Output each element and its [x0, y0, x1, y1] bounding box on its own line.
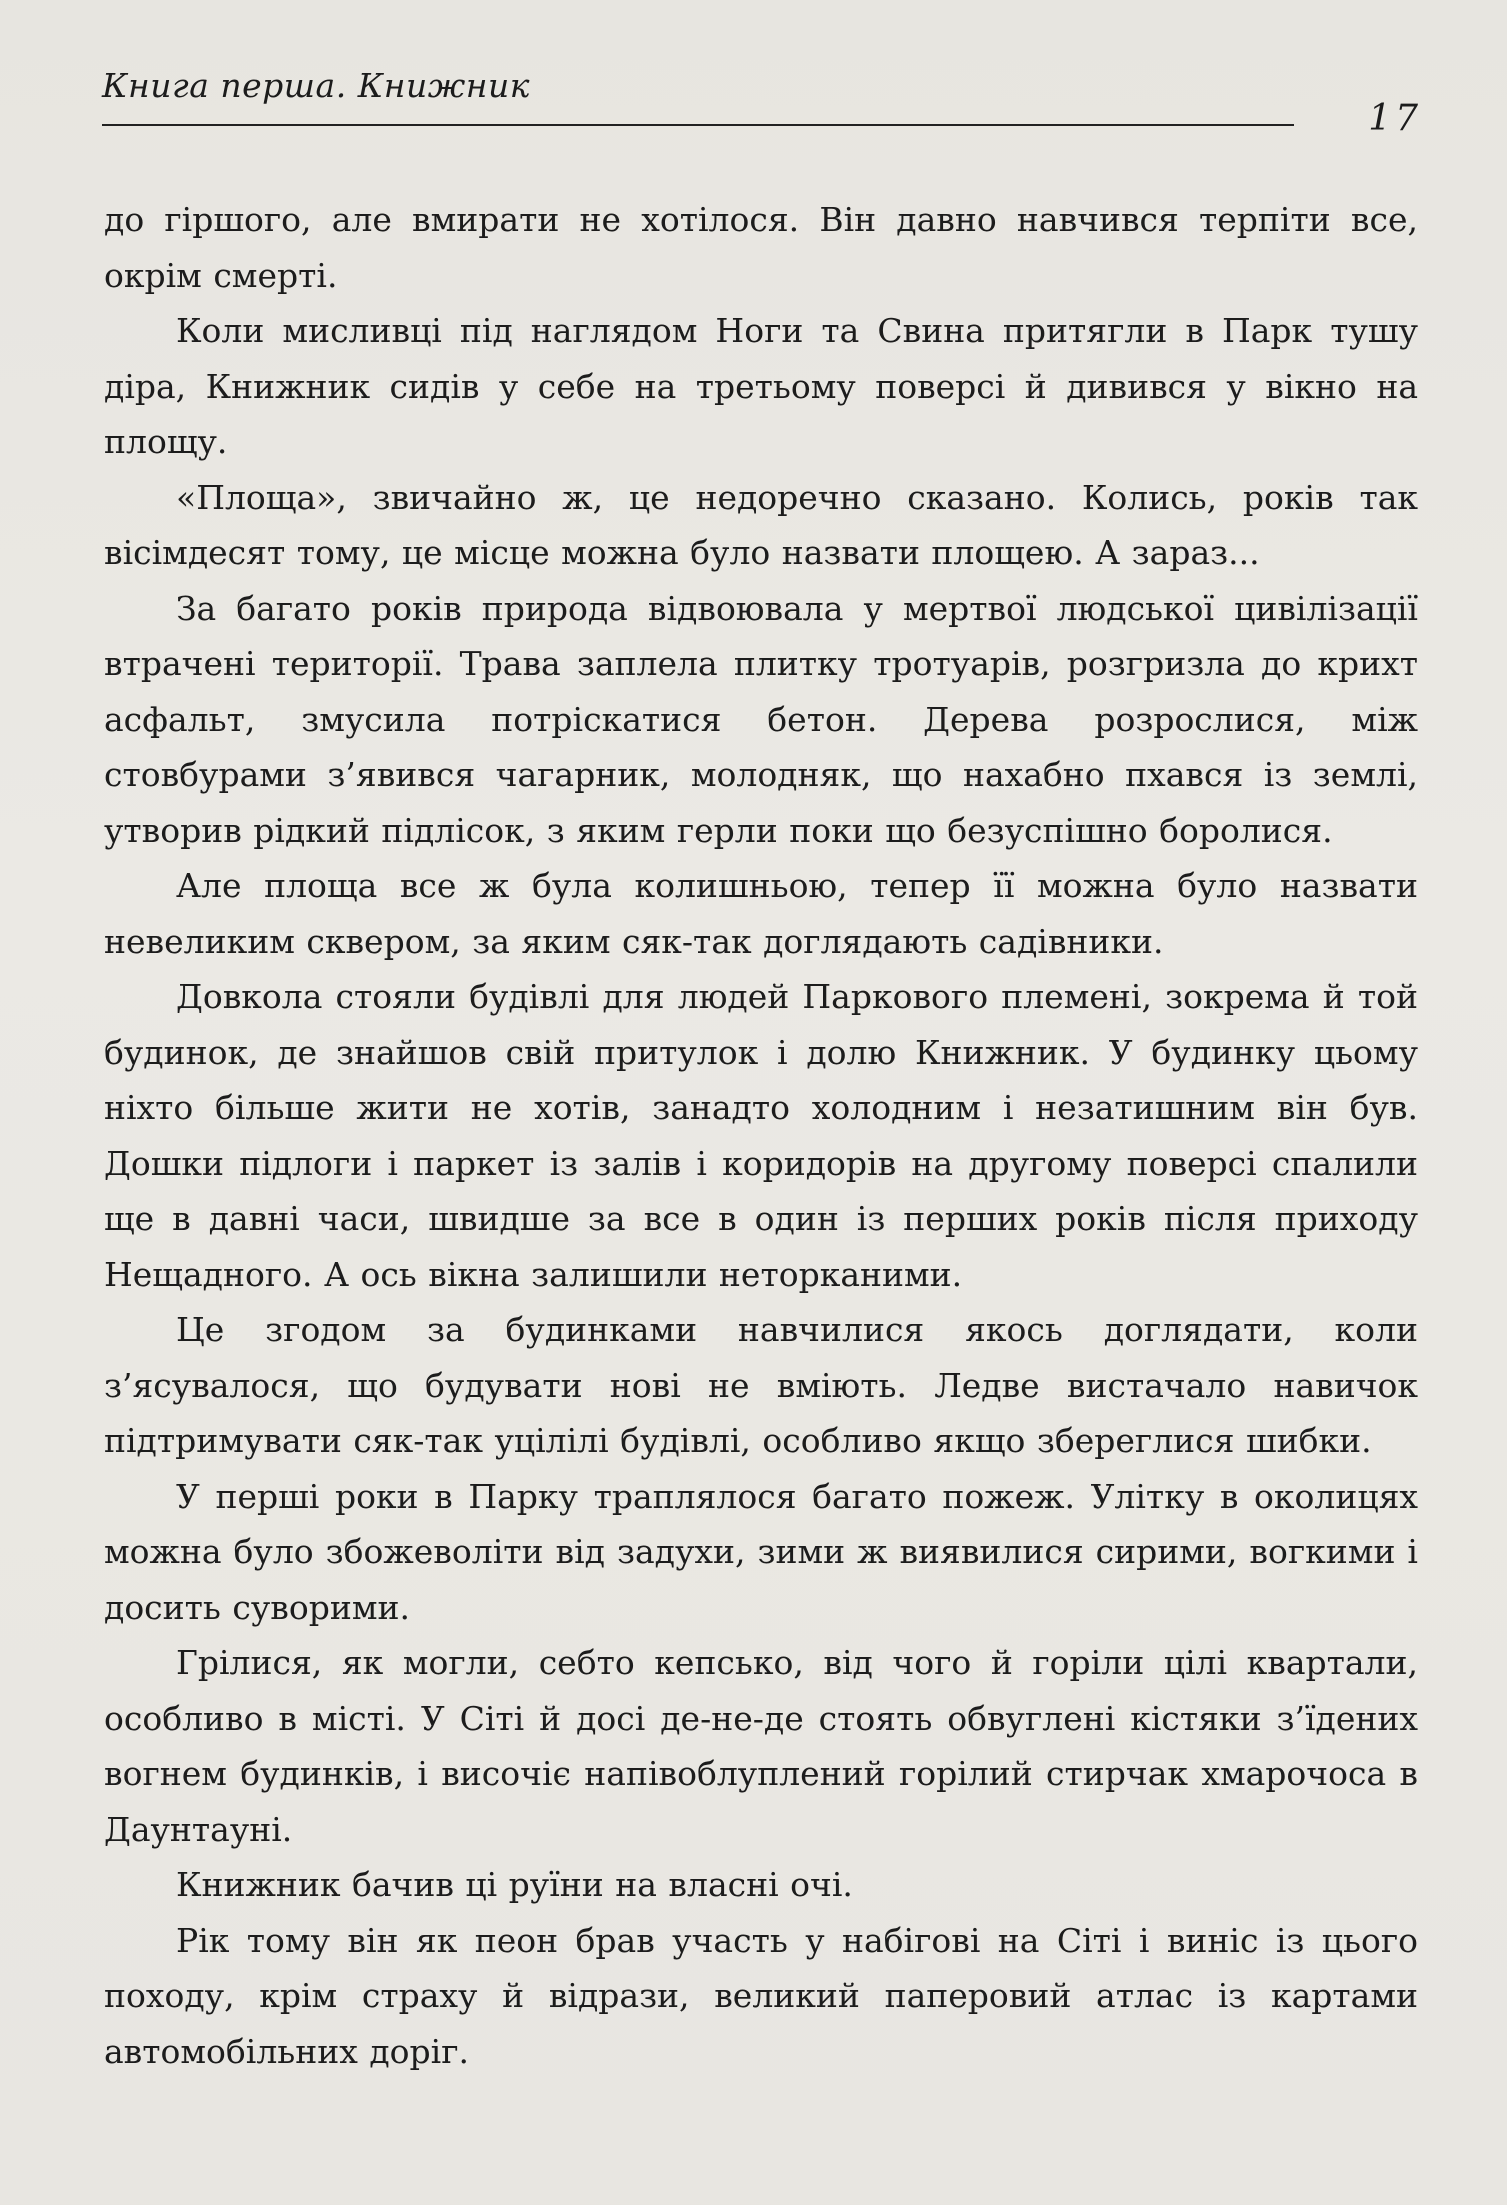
paragraph: У перші роки в Парку траплялося багато пожеж. Улітку в околицях можна було збожеволіти від задухи, зими ж виявилися сирими, вогкими і досить суворими. — [104, 1476, 1418, 1627]
paragraph: Рік тому він як пеон брав участь у набігові на Сіті і виніс із цього походу, крім страху й відрази, великий паперовий атлас із картами автомобільних доріг. — [104, 1920, 1418, 2071]
paragraph: до гіршого, але вмирати не хотілося. Він давно навчився терпіти все, окрім смерті. — [104, 200, 1418, 295]
paragraph: Але площа все ж була колишньою, тепер її можна було назвати невеликим сквером, за яким сяк-так доглядають садівники. — [104, 866, 1418, 961]
paragraph: «Площа», звичайно ж, це недоречно сказано. Колись, років так вісімдесят тому, це місце можна було назвати площею. А зараз... — [104, 477, 1418, 572]
paragraph: За багато років природа відвоювала у мертвої людської цивілізації втрачені території. Трава заплела плитку тротуарів, розгризла до крихт асфальт, змусила потріскатися бетон. Дерева розрослися, між стовбурами з’явився чагарник, молодняк, що нахабно пхався із землі, утворив рідкий підлісок, з яким герли поки що безуспішно боролися. — [104, 588, 1418, 850]
running-title: Книга перша. Книжник — [102, 66, 530, 105]
paragraph: Грілися, як могли, себто кепсько, від чого й горіли цілі квартали, особливо в місті. У Сіті й досі де-не-де стоять обвуглені кістяки з’їдених вогнем будинків, і височіє напівоблуплений горілий стирчак хмарочоса в Даунтауні. — [104, 1643, 1418, 1849]
paragraph: Книжник бачив ці руїни на власні очі. — [176, 1865, 853, 1904]
page-number: 17 — [1368, 98, 1422, 139]
header-rule — [102, 124, 1294, 126]
running-header — [102, 62, 1422, 138]
body-text — [104, 192, 1418, 2079]
paragraph: Довкола стояли будівлі для людей Паркового племені, зокрема й той будинок, де знайшов свій притулок і долю Книжник. У будинку цьому ніхто більше жити не хотів, занадто холодним і незатишним він був. Дошки підлоги і паркет із залів і коридорів на другому поверсі спалили ще в давні часи, швидше за все в один із перших років після приходу Нещадного. А ось вікна залишили неторканими. — [104, 977, 1418, 1294]
paragraph: Коли мисливці під наглядом Ноги та Свина притягли в Парк тушу діра, Книжник сидів у себе на третьому поверсі й дивився у вікно на площу. — [104, 311, 1418, 461]
paragraph: Це згодом за будинками навчилися якось доглядати, коли з’ясувалося, що будувати нові не вміють. Ледве вистачало навичок підтримувати сяк-так уцілілі будівлі, особливо якщо збереглися шибки. — [104, 1310, 1418, 1460]
